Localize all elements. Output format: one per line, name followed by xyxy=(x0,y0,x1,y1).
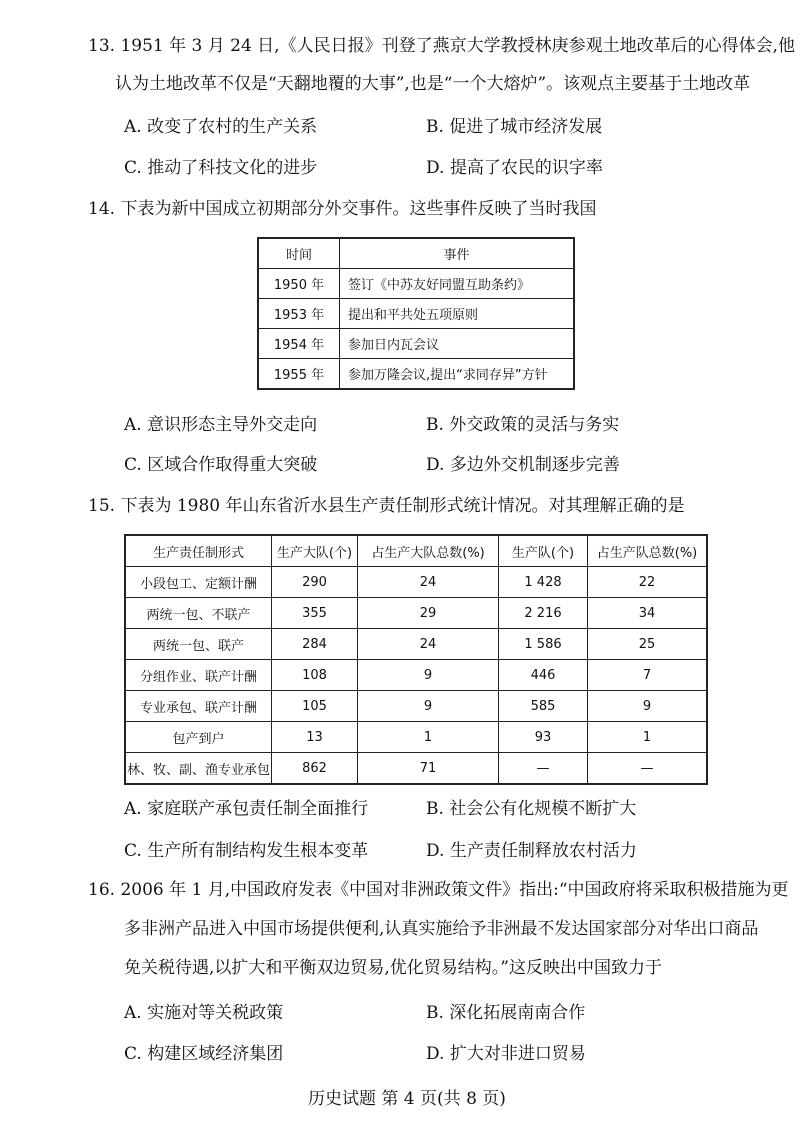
table-cell: 1 xyxy=(588,722,708,753)
q13-option-d: D. 提高了农民的识字率 xyxy=(426,158,603,178)
q16-option-a: A. 实施对等关税政策 xyxy=(124,1003,284,1023)
table-header-cell: 时间 xyxy=(258,238,340,269)
table-cell: 1953 年 xyxy=(258,299,340,329)
table-row xyxy=(125,753,707,785)
table-cell: 专业承包、联产计酬 xyxy=(125,691,272,722)
table-cell: 108 xyxy=(272,660,358,691)
q13-option-b: B. 促进了城市经济发展 xyxy=(426,117,603,137)
table-cell: 分组作业、联产计酬 xyxy=(125,660,272,691)
table-header-cell: 生产队(个) xyxy=(499,535,588,567)
q16-stem-line2: 多非洲产品进入中国市场提供便利,认真实施给予非洲最不发达国家部分对华出口商品 xyxy=(124,919,759,939)
table-row xyxy=(125,598,707,629)
responsibility-system-table xyxy=(124,534,708,785)
table-cell: 包产到户 xyxy=(125,722,272,753)
table-cell: 林、牧、副、渔专业承包 xyxy=(125,753,272,785)
table-row xyxy=(125,722,707,753)
table-cell: — xyxy=(499,753,588,785)
page-footer: 历史试题 第 4 页(共 8 页) xyxy=(308,1089,506,1109)
table-row xyxy=(258,269,574,299)
q14-option-b: B. 外交政策的灵活与务实 xyxy=(426,415,620,435)
table-header-cell: 占生产队总数(%) xyxy=(588,535,708,567)
table-cell: 1 428 xyxy=(499,567,588,598)
table-cell: 1955 年 xyxy=(258,359,340,390)
q14-option-a: A. 意识形态主导外交走向 xyxy=(124,415,318,435)
table-row xyxy=(125,567,707,598)
q14-stem: 14. 下表为新中国成立初期部分外交事件。这些事件反映了当时我国 xyxy=(88,199,597,219)
table-header-cell: 生产大队(个) xyxy=(272,535,358,567)
table-header-cell: 生产责任制形式 xyxy=(125,535,272,567)
table-cell: 34 xyxy=(588,598,708,629)
table-cell: 1954 年 xyxy=(258,329,340,359)
table-cell: 1 586 xyxy=(499,629,588,660)
table-cell: 290 xyxy=(272,567,358,598)
q14-option-d: D. 多边外交机制逐步完善 xyxy=(426,455,620,475)
table-row xyxy=(258,299,574,329)
table-header-cell: 占生产大队总数(%) xyxy=(358,535,499,567)
q15-option-d: D. 生产责任制释放农村活力 xyxy=(426,841,637,861)
table-cell: 两统一包、不联产 xyxy=(125,598,272,629)
q14-option-c: C. 区域合作取得重大突破 xyxy=(124,455,318,475)
table-cell: 25 xyxy=(588,629,708,660)
table-cell: 284 xyxy=(272,629,358,660)
table-cell: 签订《中苏友好同盟互助条约》 xyxy=(340,269,575,299)
q15-option-a: A. 家庭联产承包责任制全面推行 xyxy=(124,799,369,819)
q16-option-d: D. 扩大对非进口贸易 xyxy=(426,1044,586,1064)
table-cell: 1950 年 xyxy=(258,269,340,299)
table-cell: 两统一包、联产 xyxy=(125,629,272,660)
q16-option-c: C. 构建区域经济集团 xyxy=(124,1044,284,1064)
q13-stem-line2: 认为土地改革不仅是“天翻地覆的大事”,也是“一个大熔炉”。该观点主要基于土地改革 xyxy=(115,74,751,94)
table-cell: 355 xyxy=(272,598,358,629)
table-cell: 585 xyxy=(499,691,588,722)
table-cell: 13 xyxy=(272,722,358,753)
q15-option-b: B. 社会公有化规模不断扩大 xyxy=(426,799,637,819)
table-cell: 71 xyxy=(358,753,499,785)
table-cell: 参加万隆会议,提出“求同存异”方针 xyxy=(340,359,575,390)
table-cell: — xyxy=(588,753,708,785)
q16-option-b: B. 深化拓展南南合作 xyxy=(426,1003,586,1023)
q13-option-c: C. 推动了科技文化的进步 xyxy=(124,158,318,178)
table-cell: 小段包工、定额计酬 xyxy=(125,567,272,598)
q15-stem: 15. 下表为 1980 年山东省沂水县生产责任制形式统计情况。对其理解正确的是 xyxy=(88,496,685,516)
q15-option-c: C. 生产所有制结构发生根本变革 xyxy=(124,841,369,861)
table-row xyxy=(125,691,707,722)
table-header-row xyxy=(258,238,574,269)
table-cell: 2 216 xyxy=(499,598,588,629)
table-cell: 29 xyxy=(358,598,499,629)
table-cell: 105 xyxy=(272,691,358,722)
table-cell: 9 xyxy=(358,660,499,691)
q13-option-a: A. 改变了农村的生产关系 xyxy=(124,117,318,137)
table-cell: 862 xyxy=(272,753,358,785)
table-row xyxy=(258,359,574,390)
table-cell: 93 xyxy=(499,722,588,753)
table-header-cell: 事件 xyxy=(340,238,575,269)
table-cell: 参加日内瓦会议 xyxy=(340,329,575,359)
q13-stem-line1: 13. 1951 年 3 月 24 日,《人民日报》刊登了燕京大学教授林庚参观土地改革后的心得体会,他 xyxy=(88,36,795,56)
q16-stem-line1: 16. 2006 年 1 月,中国政府发表《中国对非洲政策文件》指出:“中国政府将采取积极措施为更 xyxy=(88,880,789,900)
table-cell: 9 xyxy=(358,691,499,722)
diplomacy-events-table xyxy=(257,237,575,390)
table-cell: 24 xyxy=(358,567,499,598)
table-cell: 提出和平共处五项原则 xyxy=(340,299,575,329)
table-cell: 446 xyxy=(499,660,588,691)
table-cell: 24 xyxy=(358,629,499,660)
table-cell: 22 xyxy=(588,567,708,598)
table-row xyxy=(125,660,707,691)
table-row xyxy=(258,329,574,359)
table-cell: 1 xyxy=(358,722,499,753)
table-cell: 7 xyxy=(588,660,708,691)
table-row xyxy=(125,629,707,660)
q16-stem-line3: 免关税待遇,以扩大和平衡双边贸易,优化贸易结构。”这反映出中国致力于 xyxy=(124,958,662,978)
table-header-row xyxy=(125,535,707,567)
table-cell: 9 xyxy=(588,691,708,722)
